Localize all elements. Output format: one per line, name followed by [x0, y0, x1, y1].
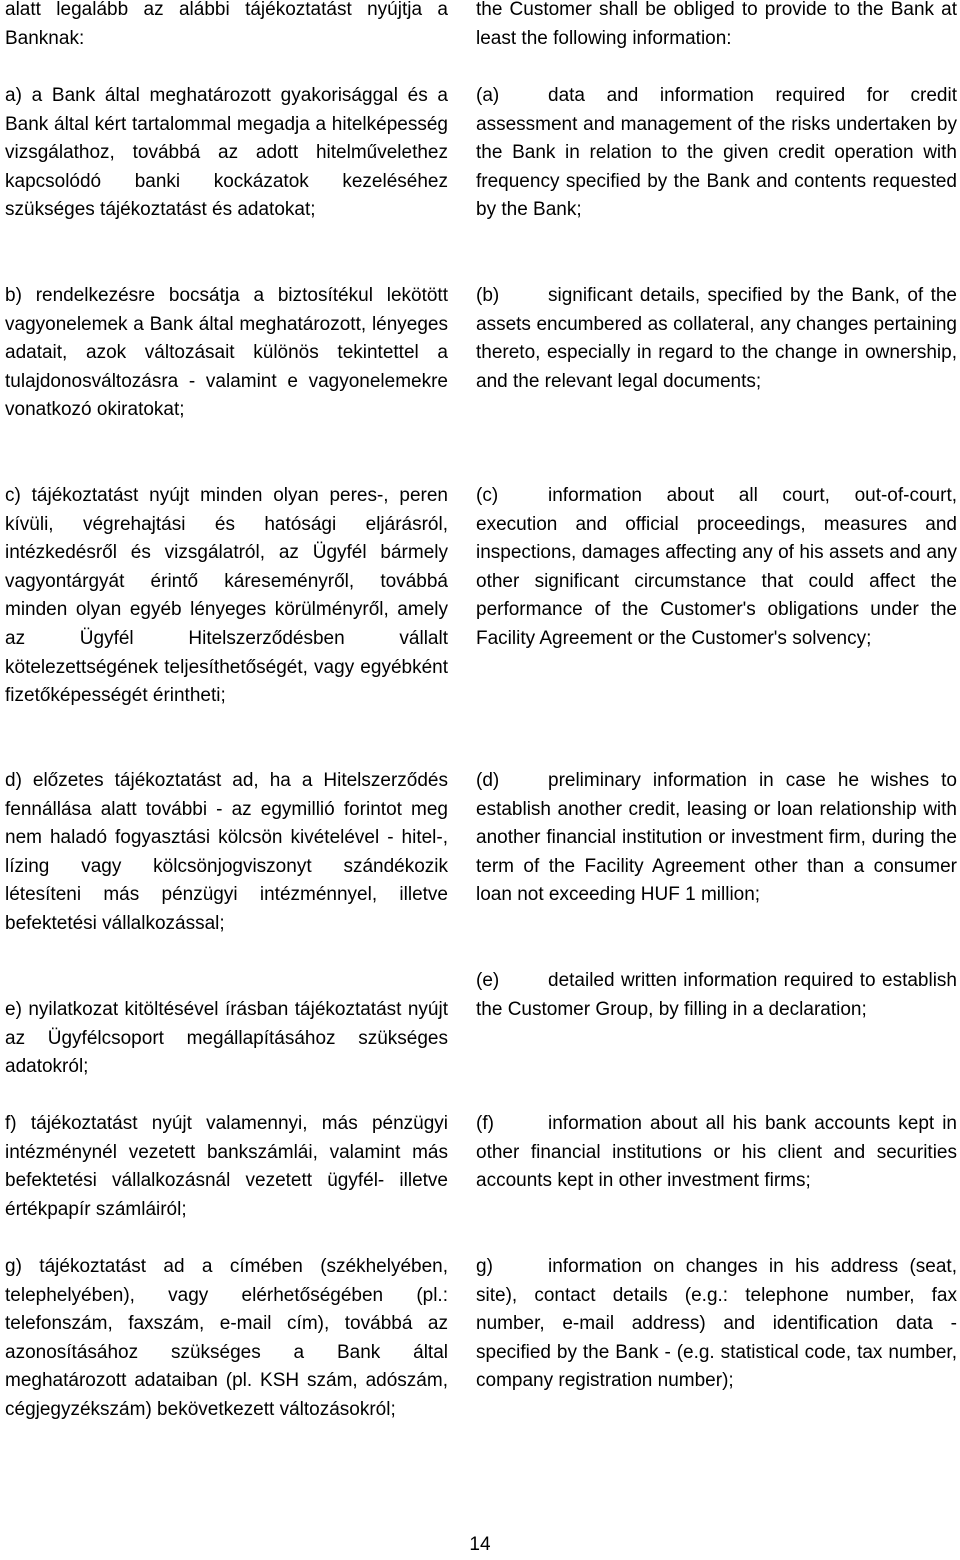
en-intro: the Customer shall be obliged to provide to the Bank at least the following information: — [476, 0, 957, 49]
item-text: significant details, specified by the Bank, of the assets encumbered as collateral, any changes pertaining thereto, especially in regard to the change in ownership, and the relevant legal documents; — [476, 285, 957, 392]
item-text: information on changes in his address (seat, site), contact details (e.g.: telephone number, fax number, e-mail address) and identification data - specified by the Bank - (e.g. statistical code, tax number, company registration number); — [476, 1256, 957, 1392]
en-item-d — [476, 767, 957, 910]
item-label: (e) — [476, 970, 500, 991]
hu-intro: alatt legalább az alábbi tájékoztatást nyújtja a Banknak: — [5, 0, 448, 49]
en-item-e — [476, 967, 957, 1024]
item-text: information about all court, out-of-court, execution and official proceedings, measures and inspections, damages affecting any of his assets and any other significant circumstance that could affect the performance of the Customer's obligations under the Facility Agreement or the Customer's solvency; — [476, 485, 957, 649]
en-item-c — [476, 482, 957, 654]
item-label: g) — [476, 1256, 493, 1277]
item-label: (b) — [476, 285, 500, 306]
item-text: preliminary information in case he wishes to establish another credit, leasing or loan relationship with another financial institution or investment firm, during the term of the Facility Agreement other than a consumer loan not exceeding HUF 1 million; — [476, 770, 957, 906]
hu-item-a: a) a Bank által meghatározott gyakorisággal és a Bank által kért tartalommal megadja a hitelképesség vizsgálathoz, továbbá az adott hitelművelethez kapcsolódó banki kockázatok kezeléséhez szükséges tájékoztatást és adatokat; — [5, 85, 448, 221]
en-item-b — [476, 282, 957, 396]
item-text: detailed written information required to establish the Customer Group, by filling in a declaration; — [476, 970, 957, 1020]
en-item-f — [476, 1110, 957, 1196]
hu-item-g: g) tájékoztatást ad a címében (székhelyében, telephelyében), vagy elérhetőségében (pl.: telefonszám, faxszám, e-mail cím), továbbá az azonosításához szükséges a Bank által meghatározott adataiban (pl. KSH szám, adószám, cégjegyzékszám) bekövetkezett változásokról; — [5, 1256, 448, 1420]
hu-item-d: d) előzetes tájékoztatást ad, ha a Hitelszerződés fennállása alatt további - az egymillió forintot meg nem haladó fogyasztási kölcsön kivételével - hitel-, lízing vagy kölcsönjogviszonyt szándékozik létesíteni más pénzügyi intézménnyel, illetve befektetési vállalkozással; — [5, 770, 448, 934]
item-text: information about all his bank accounts kept in other financial institutions or his client and securities accounts kept in other investment firms; — [476, 1113, 957, 1192]
hu-item-e: e) nyilatkozat kitöltésével írásban tájékoztatást nyújt az Ügyfélcsoport megállapításához szükséges adatokról; — [5, 999, 448, 1078]
hu-item-b: b) rendelkezésre bocsátja a biztosítékul lekötött vagyonelemek a Bank által meghatározott, lényeges adatait, azok változásait különös tekintettel a tulajdonosváltozásra - valamint e vagyonelemekre vonatkozó okiratokat; — [5, 285, 448, 421]
hu-item-f: f) tájékoztatást nyújt valamennyi, más pénzügyi intézménynél vezetett bankszámlái, valamint más befektetési vállalkozásnál vezetett ügyfél- illetve értékpapír számláiról; — [5, 1113, 448, 1220]
item-label: (c) — [476, 485, 499, 506]
item-text: data and information required for credit assessment and management of the risks undertaken by the Bank in relation to the given credit operation with frequency specified by the Bank and contents requested by the Bank; — [476, 85, 957, 221]
en-item-a — [476, 82, 957, 225]
hu-item-c: c) tájékoztatást nyújt minden olyan peres-, peren kívüli, végrehajtási és hatósági eljárásról, intézkedésről és vizsgálatról, az Ügyfél bármely vagyontárgyát érintő káreseményről, továbbá minden olyan egyéb lényeges körülményről, amely az Ügyfél Hitelszerződésben vállalt kötelezettségének teljesíthetőségét, vagy egyébként fizetőképességét érintheti; — [5, 485, 448, 707]
item-label: (a) — [476, 85, 500, 106]
item-label: (d) — [476, 770, 500, 791]
en-item-g — [476, 1253, 957, 1396]
item-label: (f) — [476, 1113, 494, 1134]
page-number: 14 — [469, 1534, 491, 1555]
